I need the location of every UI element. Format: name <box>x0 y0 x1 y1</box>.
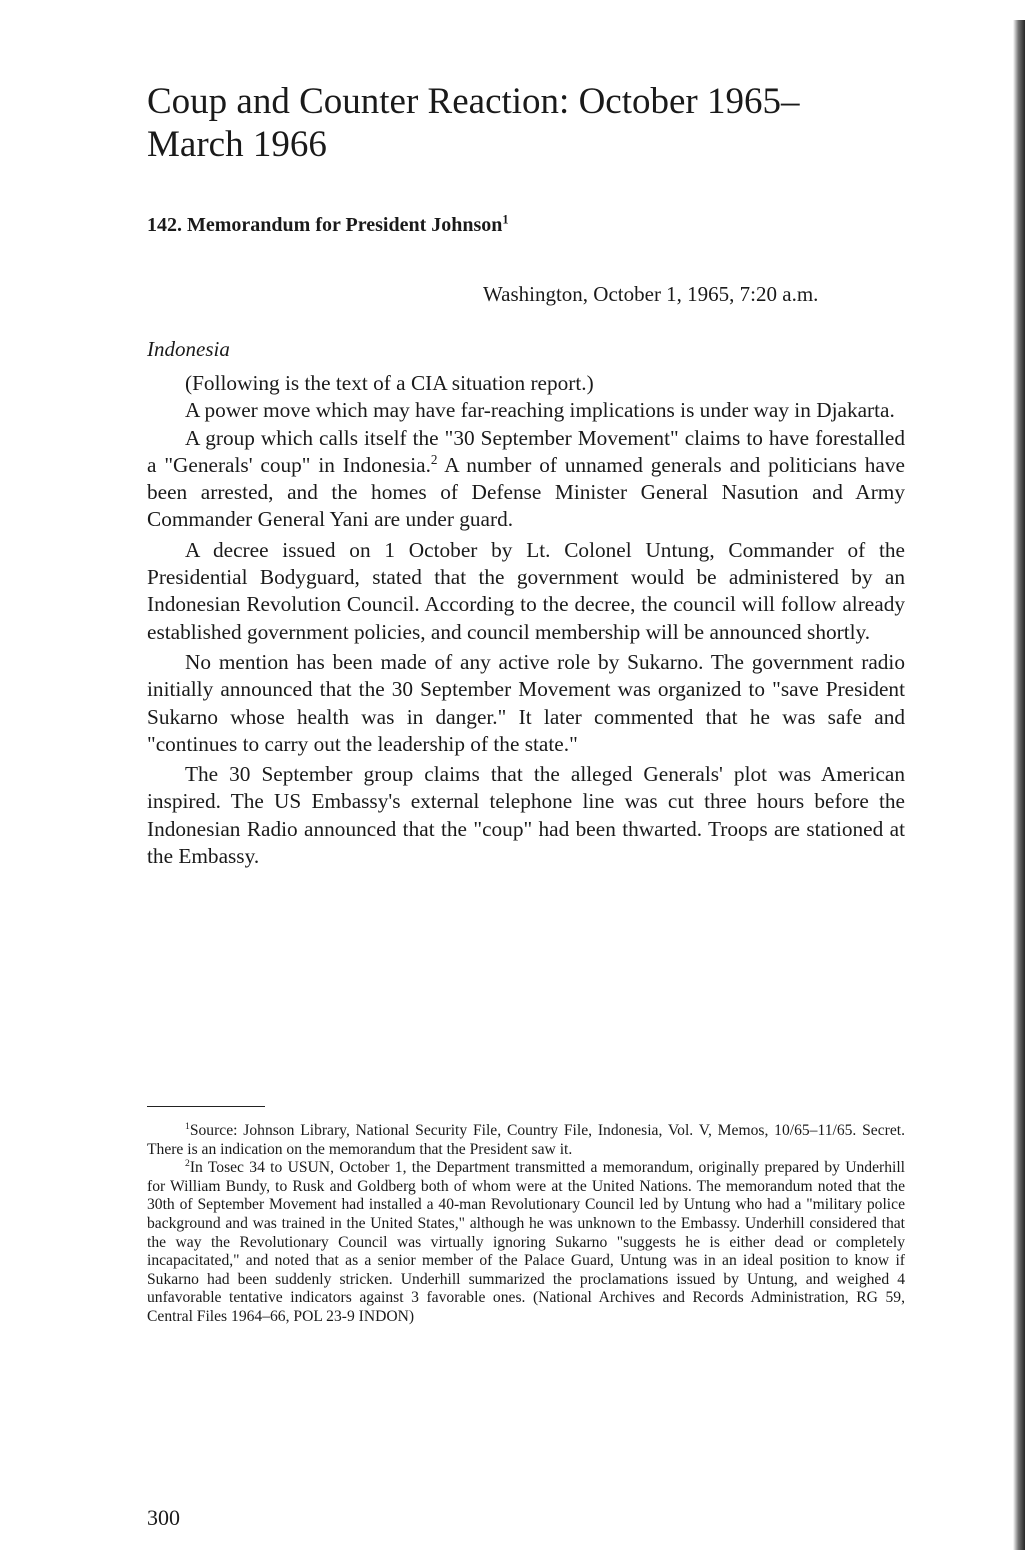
footnote-2 <box>147 1159 905 1326</box>
scan-edge-shadow <box>1013 20 1025 1550</box>
paragraph-6: The 30 September group claims that the alleged Generals' plot was American inspired. The US Embassy's external telephone line was cut three hours before the Indonesian Radio announced that the "coup" had been thwarted. Troops are stationed at the Embassy. <box>147 762 905 869</box>
body-text <box>147 370 905 870</box>
paragraph-2: A power move which may have far-reaching implications is under way in Djakarta. <box>185 398 895 423</box>
paragraph-3-part-b: A number of unnamed generals and politicians have been arrested, and the homes of Defense Minister General Nasution and Army Commander General Yani are under guard. <box>147 452 905 532</box>
footnote-1-text: Source: Johnson Library, National Security File, Country File, Indonesia, Vol. V, Memos, 10/65–11/65. Secret. There is an indication on the memorandum that the President saw it. <box>147 1122 905 1158</box>
paragraph-4: A decree issued on 1 October by Lt. Colonel Untung, Commander of the Presidential Bodyguard, stated that the government would be administered by an Indonesian Revolution Council. According to the decree, the council will follow already established government policies, and council membership will be announced shortly. <box>147 537 905 644</box>
footnote-ref-2[interactable]: 2 <box>430 451 438 467</box>
subject-line: Indonesia <box>147 337 230 361</box>
footnote-2-text: In Tosec 34 to USUN, October 1, the Department transmitted a memorandum, originally prepared by Underhill for William Bundy, to Rusk and Goldberg both of whom were at the United Nations. The memorandum noted that the 30th of September Movement had installed a 40-man Revolutionary Council led by Untung who had a "military police background and was trained in the United States," although he was unknown to the Embassy. Underhill considered that the way the Revolutionary Council was virtually ignoring Sukarno "suggests he is either dead or completely incapacitated," and noted that as a senior member of the Palace Guard, Untung was in an ideal position to know if Sukarno had been suddenly stricken. Underhill summarized the proclamations issued by Untung, and weighed 4 unfavorable tentative indicators against 3 favorable ones. (National Archives and Records Administration, RG 59, Central Files 1964–66, POL 23-9 INDON) <box>147 1159 905 1325</box>
footnote-2-number: 2 <box>185 1158 190 1169</box>
footnotes <box>147 1122 905 1327</box>
footnote-1 <box>147 1122 905 1159</box>
dateline: Washington, October 1, 1965, 7:20 a.m. <box>483 282 819 306</box>
document-heading <box>147 214 509 237</box>
paragraph-3-part-a: A group which calls itself the "30 September Movement" claims to have forestalled a "Generals' coup" in Indonesia. <box>147 425 905 477</box>
chapter-title: Coup and Counter Reaction: October 1965–March 1966 <box>147 81 800 165</box>
document-heading-text: 142. Memorandum for President Johnson <box>147 214 503 236</box>
footnote-1-number: 1 <box>185 1120 190 1132</box>
footnote-ref-1[interactable]: 1 <box>502 212 509 227</box>
footnote-divider <box>147 1106 265 1107</box>
paragraph-1: (Following is the text of a CIA situation report.) <box>185 371 594 395</box>
page-number: 300 <box>147 1505 180 1530</box>
paragraph-5: No mention has been made of any active role by Sukarno. The government radio initially announced that the 30 September Movement was organized to "save President Sukarno whose health was in danger." It later commented that he was safe and "continues to carry out the leadership of the state." <box>147 649 905 756</box>
paragraph-3 <box>147 425 905 534</box>
